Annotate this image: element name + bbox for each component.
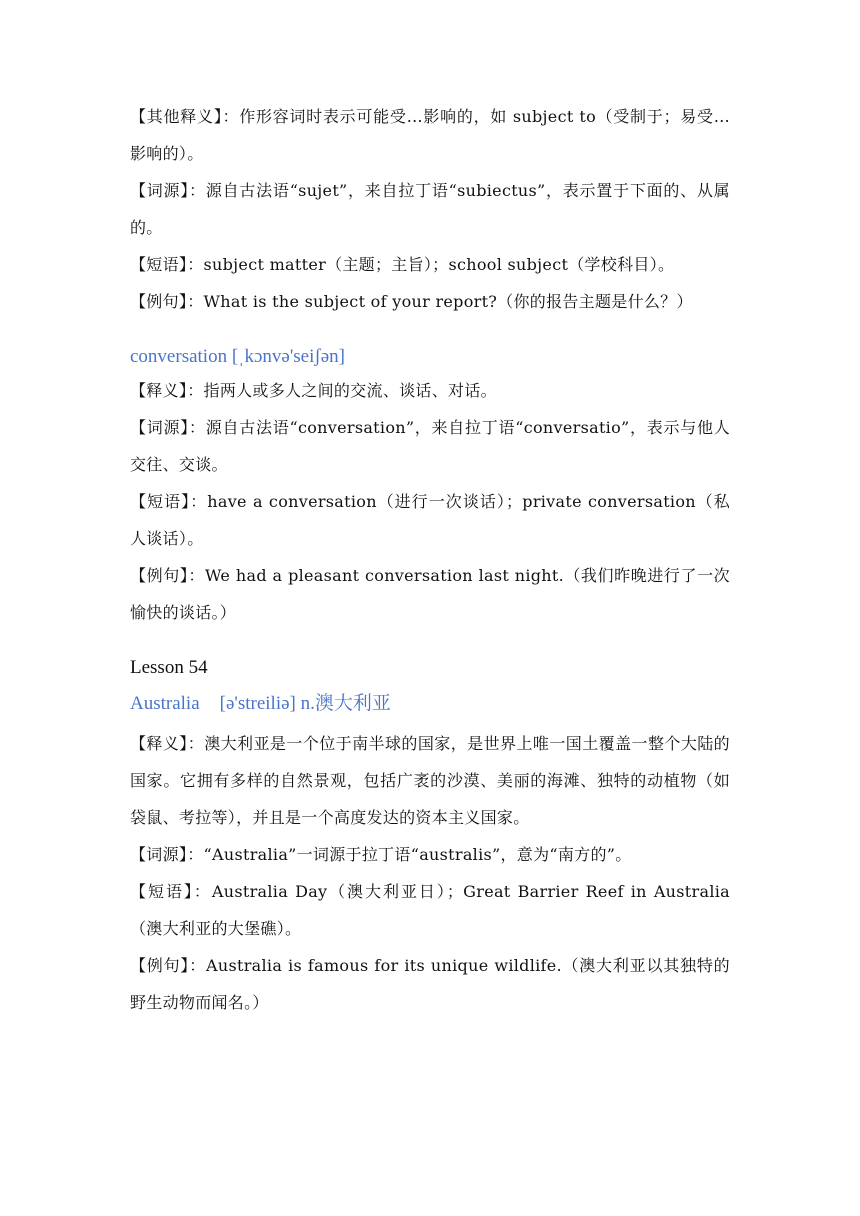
spacer [130,631,730,653]
etymology-text: 源自古法语“conversation”，来自拉丁语“conversatio”，表示与他人交往、交谈。 [130,418,730,474]
australia-etymology [130,836,730,873]
example-label: 【例句】： [130,956,207,975]
subject-other-meaning [130,98,730,172]
word-heading-conversation: conversation [ˌkɔnvə'seiʃən] [130,346,345,367]
heading-pronunciation: [ə'streiliə] n.澳大利亚 [219,693,391,714]
phrases-label: 【短语】： [130,882,212,901]
document-page [130,98,730,1021]
word-heading-australia [130,689,730,719]
etymology-text: “Australia”一词源于拉丁语“australis”，意为“南方的”。 [203,845,632,864]
etymology-text: 源自古法语“sujet”，来自拉丁语“subiectus”，表示置于下面的、从属的。 [130,181,730,237]
other-meaning-text: 作形容词时表示可能受…影响的，如 subject to（受制于；易受…影响的）。 [130,107,730,163]
example-label: 【例句】： [130,292,204,311]
meaning-text: 指两人或多人之间的交流、谈话、对话。 [203,381,497,400]
conversation-example [130,557,730,631]
phrases-label: 【短语】： [130,492,208,511]
meaning-text: 澳大利亚是一个位于南半球的国家，是世界上唯一国土覆盖一整个大陆的国家。它拥有多样的自然景观，包括广袤的沙漠、美丽的海滩、独特的动植物（如袋鼠、考拉等），并且是一个高度发达的资本主义国家。 [130,734,730,827]
example-text: We had a pleasant conversation last night.（我们昨晚进行了一次愉快的谈话。） [130,566,730,622]
example-text: What is the subject of your report?（你的报告主题是什么？） [203,292,693,311]
phrases-text: have a conversation（进行一次谈话）；private conversation（私人谈话）。 [130,492,730,548]
phrases-label: 【短语】： [130,255,204,274]
other-meaning-label: 【其他释义】： [130,107,240,126]
conversation-phrases [130,483,730,557]
conversation-etymology [130,409,730,483]
example-text: Australia is famous for its unique wildlife.（澳大利亚以其独特的野生动物而闻名。） [130,956,730,1012]
etymology-label: 【词源】： [130,181,206,200]
spacer [130,320,730,342]
lesson-title: Lesson 54 [130,657,208,678]
phrases-text: subject matter（主题；主旨）；school subject（学校科目）。 [203,255,675,274]
example-label: 【例句】： [130,566,205,585]
meaning-label: 【释义】： [130,381,204,400]
subject-example [130,283,730,320]
australia-phrases [130,873,730,947]
heading-word: Australia [130,693,200,714]
conversation-meaning [130,372,730,409]
subject-phrases [130,246,730,283]
meaning-label: 【释义】： [130,734,205,753]
australia-meaning [130,725,730,836]
australia-example [130,947,730,1021]
etymology-label: 【词源】： [130,845,204,864]
subject-etymology [130,172,730,246]
phrases-text: Australia Day（澳大利亚日）；Great Barrier Reef in Australia（澳大利亚的大堡礁）。 [130,882,730,938]
etymology-label: 【词源】： [130,418,206,437]
